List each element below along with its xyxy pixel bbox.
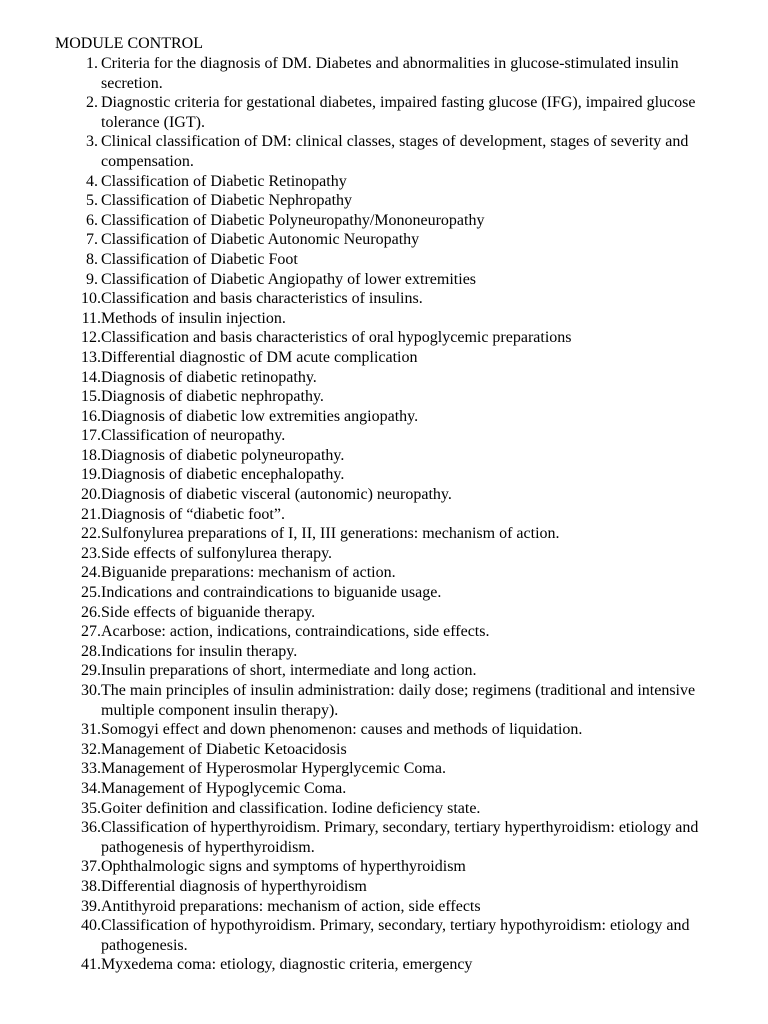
- list-item: [0, 211, 711, 231]
- list-item: [0, 407, 711, 427]
- list-item-number: 10.: [81, 290, 101, 308]
- list-item-number: 34.: [81, 779, 101, 797]
- list-item-number: 38.: [81, 877, 101, 895]
- list-item-number: 28.: [81, 642, 101, 660]
- list-item: [0, 465, 711, 485]
- list-item: [0, 54, 711, 93]
- list-item-text: Classification of Diabetic Nephropathy: [101, 192, 353, 210]
- list-item-text: Myxedema coma: etiology, diagnostic criteria, emergency: [101, 956, 473, 974]
- list-item-number: 30.: [81, 682, 101, 699]
- list-item: [0, 524, 711, 544]
- list-item-text: Indications and contraindications to biguanide usage.: [101, 584, 442, 602]
- list-item-text: Classification of Diabetic Polyneuropathy/Mononeuropathy: [101, 211, 485, 229]
- list-item: [0, 309, 711, 329]
- list-item-number: 25.: [81, 584, 101, 602]
- list-item-number: 13.: [81, 348, 101, 366]
- list-item-text: Clinical classification of DM: clinical classes, stages of development, stages of severity and compensation.: [101, 133, 689, 170]
- list-item-text: Side effects of sulfonylurea therapy.: [101, 544, 333, 562]
- list-item-number: 40.: [81, 917, 101, 935]
- list-item: [0, 289, 711, 309]
- list-item-number: 1.: [86, 55, 98, 72]
- list-item: [0, 779, 711, 799]
- list-item-text: Differential diagnostic of DM acute complication: [101, 348, 418, 366]
- list-item-text: Goiter definition and classification. Iodine deficiency state.: [101, 799, 481, 817]
- list-item-number: 6.: [86, 211, 98, 229]
- list-item-number: 20.: [81, 486, 101, 504]
- list-item-number: 22.: [81, 525, 101, 543]
- list-item-number: 21.: [81, 505, 101, 523]
- list-item: [0, 857, 711, 877]
- list-item: [0, 132, 711, 171]
- list-item: [0, 368, 711, 388]
- list-item: [0, 270, 711, 290]
- list-item-text: Management of Hypoglycemic Coma.: [101, 779, 347, 797]
- list-item-number: 15.: [81, 388, 101, 406]
- list-item-text: Diagnosis of diabetic nephropathy.: [101, 388, 324, 406]
- list-item-text: Classification of neuropathy.: [101, 427, 286, 445]
- list-item-text: Classification of Diabetic Foot: [101, 250, 298, 268]
- list-item-number: 27.: [81, 623, 101, 641]
- list-item-text: Side effects of biguanide therapy.: [101, 603, 316, 621]
- list-item: [0, 661, 711, 681]
- list-item-text: Classification of Diabetic Retinopathy: [101, 172, 347, 190]
- list-item-text: Classification and basis characteristics of insulins.: [101, 290, 423, 308]
- list-item: [0, 250, 711, 270]
- list-item-number: 39.: [81, 897, 101, 915]
- list-item: [0, 642, 711, 662]
- list-item-number: 14.: [81, 368, 101, 386]
- list-item-text: Somogyi effect and down phenomenon: causes and methods of liquidation.: [101, 721, 583, 739]
- list-item-text: Diagnosis of diabetic encephalopathy.: [101, 466, 345, 484]
- list-item: [0, 818, 711, 857]
- list-item: [0, 583, 711, 603]
- list-item-number: 2.: [86, 94, 98, 112]
- list-item-text: Diagnosis of diabetic retinopathy.: [101, 368, 317, 386]
- list-item: [0, 622, 711, 642]
- list-item: [0, 348, 711, 368]
- list-item: [0, 426, 711, 446]
- list-item: [0, 387, 711, 407]
- list-item-number: 32.: [81, 740, 101, 758]
- list-item: [0, 897, 711, 917]
- list-item-text: The main principles of insulin administration: daily dose; regimens (traditional and intensive multiple component insulin therapy).: [101, 682, 696, 719]
- list-item-number: 5.: [86, 192, 98, 210]
- list-item-number: 26.: [81, 603, 101, 621]
- list-item-number: 7.: [86, 231, 98, 249]
- list-item-number: 18.: [81, 446, 101, 464]
- list-item: [0, 603, 711, 623]
- list-item-number: 31.: [81, 721, 101, 739]
- question-list: [0, 54, 768, 975]
- list-item-number: 4.: [86, 172, 98, 190]
- list-item-text: Antithyroid preparations: mechanism of action, side effects: [101, 897, 481, 915]
- list-item-text: Diagnosis of diabetic polyneuropathy.: [101, 446, 345, 464]
- list-item-text: Diagnostic criteria for gestational diabetes, impaired fasting glucose (IFG), impaired glucose tolerance (IGT).: [101, 94, 696, 131]
- list-item-text: Ophthalmologic signs and symptoms of hyperthyroidism: [101, 858, 466, 876]
- list-item-number: 16.: [81, 407, 101, 425]
- list-item: [0, 505, 711, 525]
- list-item-text: Acarbose: action, indications, contraindications, side effects.: [101, 623, 490, 641]
- list-item-text: Classification of hyperthyroidism. Primary, secondary, tertiary hyperthyroidism: etiology and pathogenesis of hyperthyroidism.: [101, 819, 699, 856]
- list-item: [0, 172, 711, 192]
- list-item: [0, 916, 711, 955]
- list-item-number: 17.: [81, 427, 101, 445]
- list-item-text: Differential diagnosis of hyperthyroidism: [101, 877, 367, 895]
- list-item-number: 24.: [81, 564, 101, 582]
- list-item-number: 23.: [81, 544, 101, 562]
- list-item-number: 29.: [81, 662, 101, 680]
- list-item-text: Classification and basis characteristics of oral hypoglycemic preparations: [101, 329, 572, 347]
- list-item-text: Methods of insulin injection.: [101, 309, 286, 327]
- list-item-text: Sulfonylurea preparations of I, II, III generations: mechanism of action.: [101, 525, 560, 543]
- list-item: [0, 328, 711, 348]
- list-item-number: 41.: [81, 956, 101, 974]
- list-item-number: 33.: [81, 760, 101, 778]
- list-item-text: Criteria for the diagnosis of DM. Diabetes and abnormalities in glucose-stimulated insulin secretion.: [101, 55, 679, 92]
- list-item: [0, 485, 711, 505]
- list-item-text: Classification of Diabetic Angiopathy of lower extremities: [101, 270, 477, 288]
- list-item-number: 37.: [81, 858, 101, 876]
- list-item-text: Diagnosis of “diabetic foot”.: [101, 505, 285, 523]
- list-item: [0, 563, 711, 583]
- list-item: [0, 955, 711, 975]
- list-item-number: 19.: [81, 466, 101, 484]
- list-item-text: Insulin preparations of short, intermediate and long action.: [101, 662, 477, 680]
- list-item-number: 11.: [81, 309, 101, 327]
- list-item-text: Diagnosis of diabetic visceral (autonomic) neuropathy.: [101, 486, 452, 504]
- list-item: [0, 544, 711, 564]
- list-item: [0, 720, 711, 740]
- list-item-number: 35.: [81, 799, 101, 817]
- list-item: [0, 191, 711, 211]
- list-item-text: Diagnosis of diabetic low extremities angiopathy.: [101, 407, 419, 425]
- list-item-number: 9.: [86, 270, 98, 288]
- list-item-number: 3.: [86, 133, 98, 151]
- list-item-text: Classification of Diabetic Autonomic Neuropathy: [101, 231, 420, 249]
- list-item-text: Management of Hyperosmolar Hyperglycemic Coma.: [101, 760, 446, 778]
- list-item: [0, 877, 711, 897]
- list-item: [0, 799, 711, 819]
- list-item: [0, 93, 711, 132]
- list-item: [0, 759, 711, 779]
- list-item-number: 8.: [86, 250, 98, 268]
- list-item-text: Indications for insulin therapy.: [101, 642, 298, 660]
- list-item-text: Biguanide preparations: mechanism of action.: [101, 564, 396, 582]
- list-item-text: Classification of hypothyroidism. Primary, secondary, tertiary hypothyroidism: etiology and pathogenesis.: [101, 917, 690, 954]
- list-item-text: Management of Diabetic Ketoacidosis: [101, 740, 347, 758]
- list-item-number: 12.: [81, 329, 101, 347]
- list-item: [0, 446, 711, 466]
- list-item: [0, 681, 711, 720]
- list-item-number: 36.: [81, 819, 101, 837]
- list-item: [0, 230, 711, 250]
- page-title: MODULE CONTROL: [55, 35, 203, 52]
- list-item: [0, 740, 711, 760]
